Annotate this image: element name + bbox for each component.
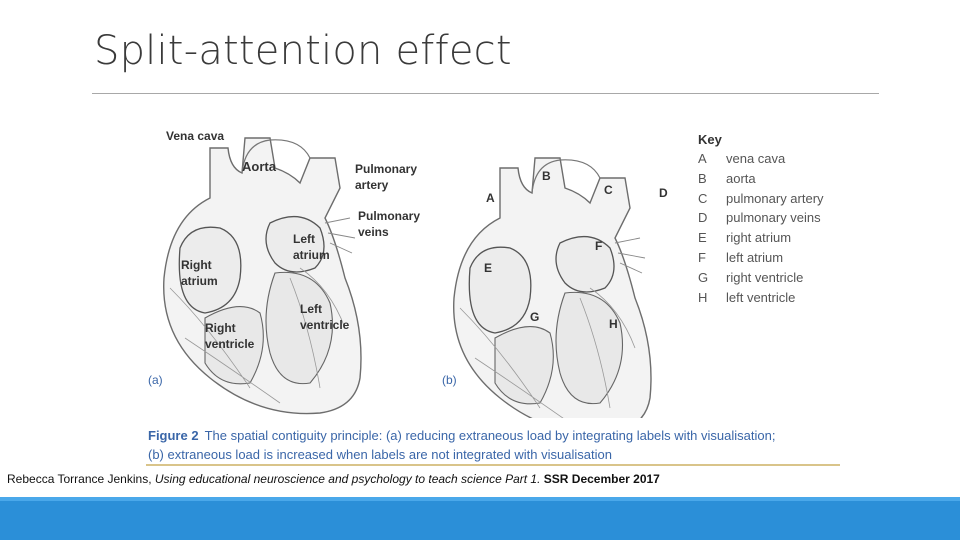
figure-caption [148, 426, 838, 464]
key-letter: F [698, 249, 706, 265]
heart-drawing-b [454, 158, 651, 418]
label-aorta: Aorta [242, 159, 276, 174]
title-divider [92, 93, 879, 94]
key-item [698, 288, 824, 308]
key-text: aorta [726, 170, 756, 186]
key-item [698, 149, 824, 169]
caption-line-1: The spatial contiguity principle: (a) reducing extraneous load by integrating labels with visualisation; [204, 428, 776, 443]
figure-key [698, 132, 824, 307]
key-letter: E [698, 230, 707, 246]
key-text: right atrium [726, 230, 792, 246]
caption-label: Figure 2 [148, 428, 199, 443]
key-letter: H [698, 289, 708, 305]
key-text: pulmonary veins [726, 210, 821, 226]
label-vena-cava: Vena cava [166, 129, 225, 143]
letter-h: H [609, 317, 618, 331]
key-item [698, 169, 824, 189]
key-item [698, 208, 824, 228]
key-letter: G [698, 269, 709, 285]
label-pulmonary-artery: Pulmonary artery [355, 162, 418, 193]
caption-line-2: (b) extraneous load is increased when labels are not integrated with visualisation [148, 447, 612, 462]
letter-c: C [604, 183, 613, 197]
citation-source: SSR December 2017 [540, 472, 660, 486]
key-letter: D [698, 210, 708, 226]
label-left-ventricle: Left ventricle [300, 302, 350, 333]
letter-g: G [530, 310, 540, 324]
key-item [698, 228, 824, 248]
key-letter: A [698, 151, 707, 166]
label-right-atrium: Right atrium [181, 258, 218, 289]
key-text: left atrium [726, 249, 784, 265]
label-left-atrium: Left atrium [293, 232, 330, 263]
letter-d: D [659, 186, 668, 200]
letter-b: B [542, 169, 551, 183]
label-right-ventricle: Right ventricle [205, 321, 255, 352]
citation-author: Rebecca Torrance Jenkins, [7, 472, 155, 486]
heart-figure [140, 118, 840, 466]
footer-highlight [0, 497, 960, 501]
key-text: right ventricle [726, 269, 804, 285]
letter-f: F [595, 239, 603, 253]
letter-e: E [484, 261, 493, 275]
footer-bar [0, 497, 960, 540]
key-item [698, 268, 824, 288]
key-letter: C [698, 190, 708, 206]
citation-title: Using educational neuroscience and psychology to teach science Part 1. [154, 472, 541, 486]
caption-underline [146, 464, 840, 466]
slide-title: Split-attention effect [94, 28, 512, 74]
key-item [698, 189, 824, 209]
key-text: pulmonary artery [726, 190, 824, 206]
key-letter: B [698, 170, 707, 186]
citation [7, 472, 660, 487]
key-item [698, 248, 824, 268]
key-text: vena cava [726, 151, 786, 166]
panel-b-tag: (b) [442, 373, 457, 387]
letter-a: A [486, 191, 495, 205]
label-pulmonary-veins: Pulmonary veins [358, 209, 421, 240]
key-title: Key [698, 132, 722, 147]
panel-a-tag: (a) [148, 373, 163, 387]
key-text: left ventricle [726, 289, 796, 305]
